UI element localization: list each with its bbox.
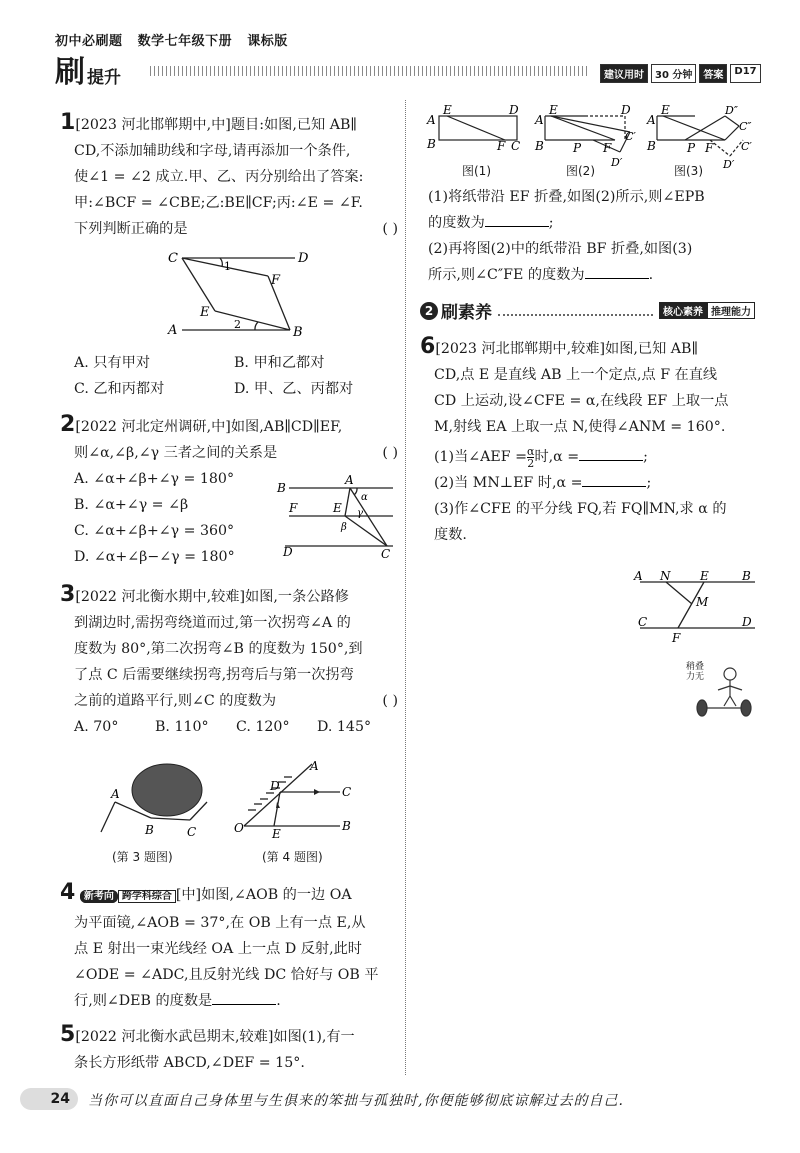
q5-fig3-P: P [687,141,696,155]
q5-subquestions [428,184,758,288]
q1-fig-E: E [200,305,210,320]
q2-fig-beta: β [341,522,347,533]
q5-cap2: 图(2) [566,164,595,178]
time-label: 建议用时 [600,64,648,83]
q4-figure [232,758,362,838]
q4-number: 4 [60,880,76,905]
section-2-tag2: 推理能力 [707,302,755,319]
q1-line3: 使∠1 = ∠2 成立.甲、乙、丙分别给出了答案: [74,169,364,185]
q2-option-a: A. ∠α+∠β+∠γ = 180° [74,471,235,487]
q5-sub2a: (2)再将图(2)中的纸带沿 BF 折叠,如图(3) [428,241,693,257]
q5-fig2-Dp: D′ [611,156,623,169]
q5-fig2-F: F [603,141,612,155]
q2-fig-gamma: γ [357,508,363,519]
q4-fig-C: C [342,785,352,799]
q3-line5: 之前的道路平行,则∠C 的度数为 [74,693,277,709]
q5-sub2b: 所示,则∠C″FE 的度数为 [428,267,585,283]
q1-figure [160,246,320,341]
q1-option-c: C. 乙和丙都对 [74,381,165,397]
q2-number: 2 [60,412,76,437]
q6-line3: CD 上运动,设∠CFE = α,在线段 EF 上取一点 [434,393,729,409]
q6-fig-B: B [742,569,751,583]
q5-line1: [2022 河北衡水武邑期末,较难]如图(1),有一 [75,1029,355,1045]
q5-fig2-P: P [573,141,582,155]
q3-fig-A: A [111,787,120,801]
q2-fig-F: F [289,501,298,515]
q6-sub1c: ; [643,449,648,465]
q1-option-d: D. 甲、乙、丙都对 [234,381,354,397]
q2-fig-E: E [333,501,342,515]
q1-option-b: B. 甲和乙都对 [234,355,325,371]
q3-fig-C: C [187,825,197,839]
q1-fig-D: D [298,251,309,266]
q5-cap3: 图(3) [674,164,703,178]
q5-fig1-B: B [427,137,436,151]
q5-fig1-C: C [511,139,521,153]
q2-fig-A: A [345,473,354,487]
section-heading [55,55,121,90]
section-2-dots [498,306,653,316]
q5-fig3-Dpp: D″ [725,104,738,117]
q6-sub2a: (2)当 MN⊥EF 时,α = [434,475,583,491]
q1-line5: 下列判断正确的是 [74,221,188,237]
q4-fig-A: A [310,759,319,773]
q6-answer-blank-2[interactable] [582,472,646,487]
section-2-title: 刷素养 [441,303,492,323]
q6-fig-N: N [660,569,671,583]
q5-fig3-Dp: D′ [723,158,735,171]
q4-line2: 为平面镜,∠AOB = 37°,在 OB 上有一点 E,从 [74,915,366,931]
q4-fig-B: B [342,819,351,833]
q6-line2: CD,点 E 是直线 AB 上一个定点,点 F 在直线 [434,367,718,383]
q1-option-a: A. 只有甲对 [74,355,151,371]
q2-fig-D: D [283,545,293,559]
question-6 [420,336,758,548]
q6-fig-M: M [696,595,709,609]
q5-cap1: 图(1) [462,164,491,178]
q2-figure [275,472,400,562]
q5-fig3-F: F [705,141,714,155]
q6-line4: M,射线 EA 上取一点 N,使得∠ANM = 160°. [434,419,726,435]
q1-fig-1: 1 [224,260,231,273]
time-box [600,64,761,83]
column-divider [405,100,407,1075]
question-4 [60,882,398,1014]
q1-line2: CD,不添加辅助线和字母,请再添加一个条件, [74,143,351,159]
q4-tag-cross: 跨学科综合 [118,890,176,903]
q6-figure [630,568,760,646]
q4-line4: ∠ODE = ∠ADC,且反射光线 DC 恰好与 OB 平 [74,967,379,983]
q5-fig2-B: B [535,139,544,153]
mascot [686,660,754,720]
q4-line5-end: . [276,993,281,1009]
section-big: 刷 [55,55,85,90]
q4-line1: [中]如图,∠AOB 的一边 OA [175,887,352,903]
q5-fig3-E: E [661,104,670,117]
q3-option-a: A. 70° [74,719,119,735]
q6-number: 6 [420,334,436,359]
q2-line2: 则∠α,∠β,∠γ 三者之间的关系是 [74,445,278,461]
q5-fig2-A: A [535,113,544,127]
q6-frac-den: 2 [527,456,535,470]
question-5 [60,1024,398,1076]
q5-sub1b: 的度数为 [428,215,485,231]
q6-answer-blank-1[interactable] [579,446,643,461]
q5-sub2c: . [648,267,654,283]
q6-line1: [2023 河北邯郸期中,较难]如图,已知 AB∥ [435,341,699,357]
q3-line4: 了点 C 后需要继续拐弯,拐弯后与第一次拐弯 [74,667,354,683]
q1-fig-A: A [168,323,178,338]
q5-fig1-F: F [497,139,506,153]
q1-fig-F: F [271,273,281,288]
book-name: 数学七年级下册 [137,34,233,49]
q5-fig3-A: A [647,113,656,127]
section-2-tag1: 核心素养 [659,302,707,319]
q3-line2: 到湖边时,需拐弯绕道而过,第一次拐弯∠A 的 [74,615,351,631]
q5-answer-blank-2[interactable] [585,264,649,279]
q3-number: 3 [60,582,76,607]
q6-frac-num: α [527,444,535,458]
footer-quote: 当你可以直面自己身体里与生俱来的笨拙与孤独时,你便能够彻底谅解过去的自己. [88,1093,624,1109]
q4-tag-new: 新考向 [80,890,118,903]
q5-answer-blank-1[interactable] [485,212,549,227]
q3-paren: ( ) [382,693,398,709]
q3-line1: [2022 河北衡水期中,较难]如图,一条公路修 [75,589,349,605]
section-small: 提升 [87,68,121,88]
q3-option-d: D. 145° [317,719,372,735]
q6-sub1b: 时,α = [534,449,580,465]
q3-fig-B: B [145,823,154,837]
section-2-icon: 2 [420,302,438,320]
q1-options [74,350,394,402]
section-2-heading [420,298,755,323]
book-header [55,30,288,49]
q6-sub1a: (1)当∠AEF = [434,449,528,465]
q3-option-b: B. 110° [155,719,209,735]
q6-sub3a: (3)作∠CFE 的平分线 FQ,若 FQ∥MN,求 α 的 [434,501,727,517]
time-value: 30 分钟 [651,64,696,83]
q2-line1: [2022 河北定州调研,中]如图,AB∥CD∥EF, [75,419,343,435]
edition-name: 课标版 [247,34,288,49]
q6-fig-C: C [638,615,648,629]
q1-paren: ( ) [382,221,398,237]
q1-fig-C: C [168,251,178,266]
q5-fig2-Cp: C′ [625,130,636,143]
q6-sub2c: ; [646,475,652,491]
q4-fig-O: O [234,821,244,835]
q5-fig1-D: D [509,104,519,117]
page-number: 24 [20,1088,78,1110]
q2-fig-B: B [277,481,286,495]
answer-label: 答案 [699,64,727,83]
q5-fig3-Cpp: C″ [739,120,752,133]
answer-page: D17 [730,64,760,83]
q5-fig3-Cp: C′ [741,140,752,153]
q1-line1: [2023 河北邯郸期中,中]题目:如图,已知 AB∥ [75,117,357,133]
q5-fig2-E: E [549,104,558,117]
q4-line5: 行,则∠DEB 的度数是 [74,993,213,1009]
q2-fig-alpha: α [361,492,368,503]
q6-sub3b: 度数. [434,527,467,543]
q5-fig1-E: E [443,104,452,117]
q4-fig-E: E [272,827,281,838]
q2-option-c: C. ∠α+∠β+∠γ = 360° [74,523,235,539]
q5-fig1-A: A [427,113,436,127]
q5-sub1a: (1)将纸带沿 EF 折叠,如图(2)所示,则∠EPB [428,189,705,205]
q5-number: 5 [60,1022,76,1047]
q1-number: 1 [60,110,76,135]
question-1 [60,112,398,242]
q2-fig-C: C [381,547,391,561]
q4-fig-caption: (第 4 题图) [262,850,323,864]
q1-fig-2: 2 [234,318,241,331]
q5-sub1c: ; [548,215,554,231]
q2-option-d: D. ∠α+∠β−∠γ = 180° [74,549,235,565]
q4-line3: 点 E 射出一束光线经 OA 上一点 D 反射,此时 [74,941,362,957]
q3-option-c: C. 120° [236,719,290,735]
q3-figure [95,762,220,842]
series-name: 初中必刷题 [55,34,123,49]
q6-fig-E: E [700,569,709,583]
q4-fig-D: D [270,779,280,793]
q6-fig-F: F [672,631,681,645]
q1-line4: 甲:∠BCF = ∠CBE;乙:BE∥CF;丙:∠E = ∠F. [74,195,363,211]
q6-fig-A: A [634,569,643,583]
q5-fig3-B: B [647,139,656,153]
section-divider [150,66,590,76]
q4-answer-blank[interactable] [212,990,276,1005]
q6-fig-D: D [742,615,752,629]
q2-paren: ( ) [382,445,398,461]
q1-fig-B: B [293,325,303,340]
q5-line2: 条长方形纸带 ABCD,∠DEF = 15°. [74,1055,305,1071]
mascot-text: 稍叠力无 [686,662,705,682]
q2-option-b: B. ∠α+∠γ = ∠β [74,497,189,513]
q3-fig-caption: (第 3 题图) [112,850,173,864]
q5-fig2-D: D [621,104,631,117]
question-3 [60,584,398,740]
q3-line3: 度数为 80°,第二次拐弯∠B 的度数为 150°,到 [74,641,363,657]
